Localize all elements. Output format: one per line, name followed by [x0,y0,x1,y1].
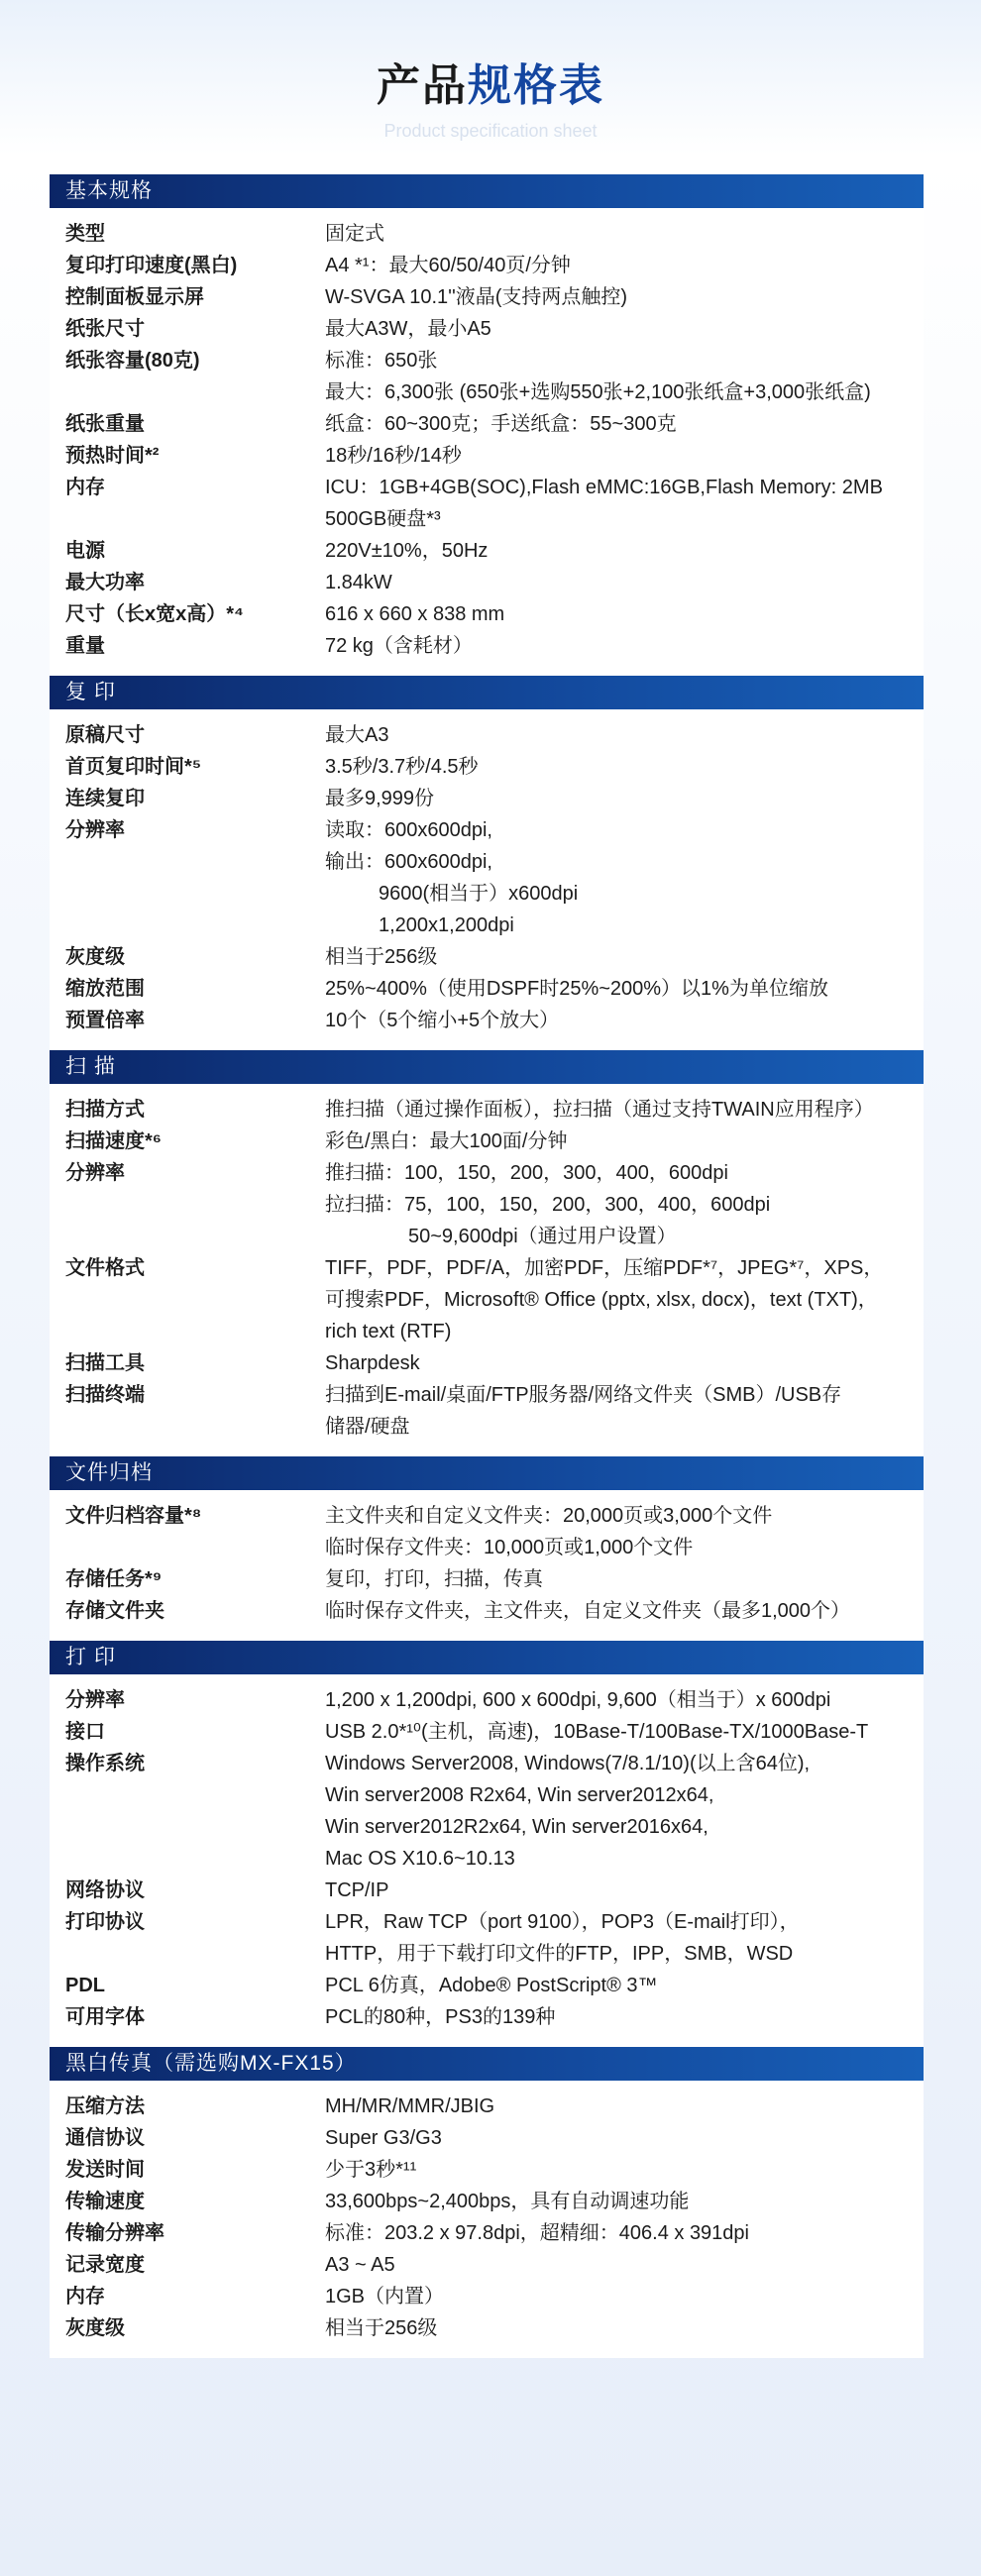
spec-row [50,1094,924,1126]
spec-label: 传输分辨率 [65,2222,164,2244]
spec-value-line: Sharpdesk [325,1352,420,1374]
spec-value-line: MH/MR/MMR/JBIG [325,2095,495,2117]
spec-value [325,2312,924,2344]
spec-value [325,1748,924,1875]
spec-value-line: 1,200x1,200dpi [379,914,514,936]
spec-value [325,2091,924,2122]
spec-label: 存储文件夹 [65,1600,164,1622]
title-part-1: 产品 [377,61,468,110]
spec-label: 分辨率 [65,1162,125,1184]
section-header: 扫 描 [50,1050,924,1084]
spec-row [50,1970,924,2001]
spec-label: 尺寸（长x宽x高）*⁴ [65,603,244,625]
spec-label: 预置倍率 [65,1010,145,1031]
spec-value-line: 扫描到E-mail/桌面/FTP服务器/网络文件夹（SMB）/USB存 [325,1384,842,1406]
spec-row [50,1875,924,1906]
section-header: 黑白传真（需选购MX-FX15） [50,2047,924,2081]
spec-label: 缩放范围 [65,978,145,1000]
spec-row [50,1379,924,1443]
spec-value [325,1126,924,1157]
spec-value-line: 临时保存文件夹：10,000页或1,000个文件 [325,1537,694,1558]
spec-value [325,1906,924,1970]
spec-label: 记录宽度 [65,2254,145,2276]
section-rows [50,1490,924,1641]
spec-row [50,2001,924,2033]
spec-row [50,751,924,783]
spec-row [50,1252,924,1347]
spec-row [50,941,924,973]
spec-value [325,598,924,630]
spec-value [325,281,924,313]
spec-label: 控制面板显示屏 [65,286,204,308]
spec-section [50,174,924,676]
spec-value [325,535,924,567]
spec-value [325,2186,924,2217]
spec-value-line: USB 2.0*¹⁰(主机，高速)，10Base-T/100Base-TX/1000Base-T [325,1721,869,1743]
spec-label: 最大功率 [65,572,145,593]
spec-value-line: 临时保存文件夹，主文件夹，自定义文件夹（最多1,000个） [325,1600,851,1622]
spec-value-line: 储器/硬盘 [325,1416,410,1438]
spec-value [325,751,924,783]
spec-label: 扫描终端 [65,1384,145,1406]
spec-value-line: LPR，Raw TCP（port 9100），POP3（E-mail打印）， [325,1911,800,1933]
spec-value-line: 输出：600x600dpi, [325,851,492,873]
spec-row [50,281,924,313]
spec-label: 操作系统 [65,1753,145,1774]
spec-row [50,218,924,250]
spec-label: 文件格式 [65,1257,145,1279]
spec-label: 可用字体 [65,2006,145,2028]
spec-value-line: 标准：650张 [325,350,438,372]
spec-value [325,1157,924,1252]
spec-row [50,1906,924,1970]
spec-row [50,1005,924,1036]
spec-value [325,719,924,751]
spec-row [50,2154,924,2186]
spec-label: 发送时间 [65,2159,145,2181]
spec-row [50,345,924,408]
spec-row [50,1595,924,1627]
spec-value [325,1500,924,1563]
spec-value-line: 相当于256级 [325,2317,438,2339]
spec-row [50,2217,924,2249]
spec-value-line: A3 ~ A5 [325,2254,395,2276]
spec-value-line: 固定式 [325,223,384,245]
spec-row [50,1684,924,1716]
section-header: 打 印 [50,1641,924,1674]
spec-value [325,2249,924,2281]
spec-label: 首页复印时间*⁵ [65,756,202,778]
spec-row [50,1126,924,1157]
spec-label: 传输速度 [65,2191,145,2212]
spec-label: 分辨率 [65,819,125,841]
spec-value [325,1684,924,1716]
spec-value-line: TIFF，PDF，PDF/A，加密PDF，压缩PDF*⁷，JPEG*⁷，XPS， [325,1257,884,1279]
spec-value-line: 最大：6,300张 (650张+选购550张+2,100张纸盒+3,000张纸盒) [325,381,871,403]
spec-value [325,2154,924,2186]
spec-row [50,472,924,535]
spec-value-line: 推扫描：100，150，200，300，400，600dpi [325,1162,728,1184]
spec-value-line: 72 kg（含耗材） [325,635,473,657]
spec-value [325,313,924,345]
spec-value-line: 主文件夹和自定义文件夹：20,000页或3,000个文件 [325,1505,773,1527]
spec-row [50,1716,924,1748]
spec-value [325,783,924,814]
spec-value [325,1716,924,1748]
spec-value-line: 标准：203.2 x 97.8dpi，超精细：406.4 x 391dpi [325,2222,749,2244]
spec-label: 存储任务*⁹ [65,1568,163,1590]
spec-label: 扫描速度*⁶ [65,1130,162,1152]
spec-row [50,814,924,941]
spec-label: 灰度级 [65,2317,125,2339]
spec-value-line: TCP/IP [325,1879,389,1901]
spec-value-line: Windows Server2008, Windows(7/8.1/10)(以上含64位), [325,1753,811,1774]
spec-label: 类型 [65,223,105,245]
spec-row [50,2312,924,2344]
spec-row [50,719,924,751]
spec-label: 扫描方式 [65,1099,145,1121]
spec-value-line: 读取：600x600dpi, [325,819,492,841]
spec-value [325,250,924,281]
spec-value-line: 220V±10%，50Hz [325,540,489,562]
section-rows [50,208,924,676]
spec-label: 重量 [65,635,105,657]
spec-value [325,973,924,1005]
spec-row [50,973,924,1005]
spec-value-line: A4 *¹：最大60/50/40页/分钟 [325,255,571,276]
spec-value [325,1252,924,1347]
spec-value [325,440,924,472]
spec-section [50,1456,924,1641]
spec-row [50,250,924,281]
spec-value-line: 彩色/黑白：最大100面/分钟 [325,1130,568,1152]
spec-value-line: 最大A3W，最小A5 [325,318,491,340]
spec-label: 内存 [65,477,105,498]
spec-value [325,1347,924,1379]
spec-row [50,1563,924,1595]
spec-row [50,1748,924,1875]
spec-row [50,535,924,567]
spec-value-line: 18秒/16秒/14秒 [325,445,462,467]
spec-value [325,1875,924,1906]
spec-label: 内存 [65,2286,105,2308]
spec-label: 电源 [65,540,105,562]
spec-value [325,2217,924,2249]
spec-label: 连续复印 [65,788,145,809]
section-rows [50,1084,924,1456]
spec-row [50,2249,924,2281]
spec-label: 复印打印速度(黑白) [65,255,238,276]
spec-row [50,440,924,472]
spec-value-line: 500GB硬盘*³ [325,508,441,530]
spec-row [50,783,924,814]
spec-value-line: Win server2012R2x64, Win server2016x64, [325,1816,708,1838]
spec-value-line: HTTP，用于下载打印文件的FTP，IPP，SMB，WSD [325,1943,794,1965]
spec-row [50,1157,924,1252]
spec-section [50,1641,924,2047]
spec-label: PDL [65,1975,105,1996]
spec-value [325,1094,924,1126]
spec-section [50,2047,924,2358]
spec-value [325,345,924,408]
spec-label: 打印协议 [65,1911,145,1933]
spec-value-line: 少于3秒*¹¹ [325,2159,417,2181]
spec-label: 网络协议 [65,1879,145,1901]
page-header [0,0,981,141]
spec-row [50,598,924,630]
section-rows [50,1674,924,2047]
spec-label: 压缩方法 [65,2095,145,2117]
spec-row [50,1347,924,1379]
spec-value-line: 25%~400%（使用DSPF时25%~200%）以1%为单位缩放 [325,978,828,1000]
spec-row [50,567,924,598]
spec-label: 纸张尺寸 [65,318,145,340]
spec-value-line: Win server2008 R2x64, Win server2012x64, [325,1784,714,1806]
spec-value [325,1563,924,1595]
spec-value-line: Super G3/G3 [325,2127,442,2149]
section-header: 文件归档 [50,1456,924,1490]
section-header: 基本规格 [50,174,924,208]
spec-value-line: rich text (RTF) [325,1321,452,1342]
spec-row [50,2281,924,2312]
section-rows [50,2081,924,2358]
spec-row [50,2186,924,2217]
spec-label: 文件归档容量*⁸ [65,1505,202,1527]
spec-label: 原稿尺寸 [65,724,145,746]
page-title [0,50,981,113]
spec-value-line: 推扫描（通过操作面板），拉扫描（通过支持TWAIN应用程序） [325,1099,874,1121]
spec-card [50,174,924,2358]
spec-value [325,2122,924,2154]
spec-value [325,630,924,662]
spec-value-line: ICU：1GB+4GB(SOC),Flash eMMC:16GB,Flash Memory: 2MB [325,477,883,498]
spec-row [50,630,924,662]
spec-section [50,676,924,1050]
spec-value-line: 1,200 x 1,200dpi, 600 x 600dpi, 9,600（相当于）x 600dpi [325,1689,831,1711]
spec-value [325,472,924,535]
spec-label: 纸张重量 [65,413,145,435]
spec-value [325,814,924,941]
spec-row [50,2122,924,2154]
spec-value-line: 616 x 660 x 838 mm [325,603,505,625]
spec-value-line: 50~9,600dpi（通过用户设置） [408,1226,677,1247]
spec-value-line: 3.5秒/3.7秒/4.5秒 [325,756,479,778]
spec-row [50,408,924,440]
spec-value-line: PCL的80种，PS3的139种 [325,2006,556,2028]
spec-value [325,1595,924,1627]
spec-value-line: 相当于256级 [325,946,438,968]
spec-value [325,941,924,973]
spec-value-line: 33,600bps~2,400bps，具有自动调速功能 [325,2191,690,2212]
spec-label: 预热时间*² [65,445,160,467]
spec-value [325,2001,924,2033]
spec-value-line: W-SVGA 10.1''液晶(支持两点触控) [325,286,628,308]
spec-value [325,1970,924,2001]
spec-row [50,2091,924,2122]
spec-value [325,218,924,250]
spec-value [325,567,924,598]
spec-value-line: 纸盒：60~300克；手送纸盒：55~300克 [325,413,677,435]
spec-section [50,1050,924,1456]
spec-value-line: 复印，打印，扫描，传真 [325,1568,543,1590]
spec-row [50,313,924,345]
spec-value-line: 1.84kW [325,572,392,593]
spec-label: 扫描工具 [65,1352,145,1374]
spec-value-line: 9600(相当于）x600dpi [379,883,579,905]
spec-label: 通信协议 [65,2127,145,2149]
spec-label: 灰度级 [65,946,125,968]
spec-value-line: 拉扫描：75，100，150，200，300，400，600dpi [325,1194,771,1216]
spec-value-line: Mac OS X10.6~10.13 [325,1848,515,1870]
spec-value-line: 1GB（内置） [325,2286,445,2308]
spec-label: 纸张容量(80克) [65,350,200,372]
spec-value-line: 最大A3 [325,724,389,746]
section-rows [50,709,924,1050]
spec-value-line: 最多9,999份 [325,788,435,809]
spec-value [325,408,924,440]
spec-label: 接口 [65,1721,105,1743]
spec-value-line: PCL 6仿真，Adobe® PostScript® 3™ [325,1975,658,1996]
spec-value [325,1379,924,1443]
spec-value [325,2281,924,2312]
spec-row [50,1500,924,1563]
spec-value-line: 10个（5个缩小+5个放大） [325,1010,560,1031]
spec-label: 分辨率 [65,1689,125,1711]
page-subtitle: Product specification sheet [383,121,598,141]
section-header: 复 印 [50,676,924,709]
title-part-2: 规格表 [468,61,604,110]
spec-value-line: 可搜索PDF，Microsoft® Office (pptx, xlsx, docx)，text (TXT)， [325,1289,878,1311]
spec-value [325,1005,924,1036]
